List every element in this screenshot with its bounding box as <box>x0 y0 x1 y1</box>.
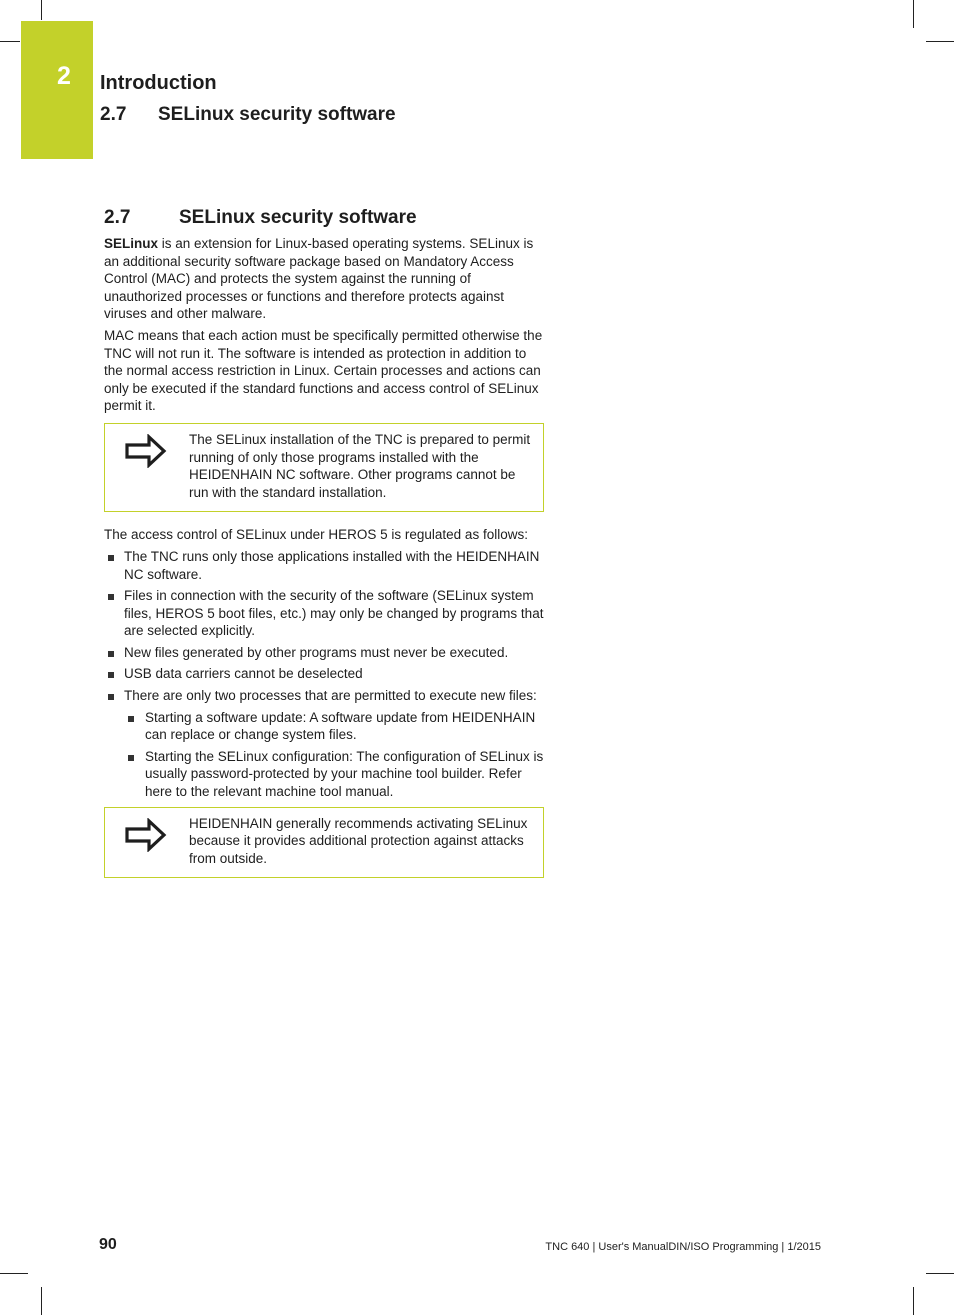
list-item: The TNC runs only those applications installed with the HEIDENHAIN NC software. <box>104 548 544 583</box>
note-text: HEIDENHAIN generally recommends activating SELinux because it provides additional protection against attacks from outside. <box>189 815 528 866</box>
bullet-square-icon <box>108 594 114 600</box>
list-item: Files in connection with the security of the software (SELinux system files, HEROS 5 boot files, etc.) may only be changed by programs that are selected explicitly. <box>104 587 544 640</box>
bullet-square-icon <box>108 651 114 657</box>
crop-mark <box>926 1273 954 1274</box>
sub-list-item: Starting the SELinux configuration: The configuration of SELinux is usually password-protected by your machine tool builder. Refer here to the relevant machine tool manual. <box>124 748 544 801</box>
recommendation-note-box <box>104 807 544 879</box>
chapter-number: 2 <box>57 62 71 90</box>
crop-mark <box>913 1287 914 1315</box>
running-header-chapter: Introduction <box>100 72 217 94</box>
bullet-square-icon <box>108 672 114 678</box>
note-text: The SELinux installation of the TNC is prepared to permit running of only those programs installed with the HEIDENHAIN NC software. Other programs cannot be run with the standard installation. <box>189 431 531 500</box>
note-box <box>104 423 544 512</box>
sub-bullet-list <box>124 709 544 801</box>
bullet-square-icon <box>108 555 114 561</box>
note-icon-cell <box>105 424 188 511</box>
intro-paragraph <box>104 235 544 323</box>
main-content <box>104 205 544 892</box>
crop-mark <box>0 41 20 42</box>
list-item: USB data carriers cannot be deselected <box>104 665 544 683</box>
bullet-list <box>104 548 544 801</box>
section-number: 2.7 <box>104 207 131 228</box>
page-number: 90 <box>99 1236 117 1253</box>
crop-mark <box>41 1287 42 1315</box>
arrow-right-icon <box>125 434 167 468</box>
section-title: SELinux security software <box>179 207 417 228</box>
footer-text: TNC 640 | User's ManualDIN/ISO Programming | 1/2015 <box>545 1241 821 1253</box>
note-icon-cell <box>105 808 188 878</box>
sub-list-item: Starting a software update: A software update from HEIDENHAIN can replace or change system files. <box>124 709 544 744</box>
crop-mark <box>41 0 42 20</box>
access-control-paragraph: The access control of SELinux under HEROS 5 is regulated as follows: <box>104 527 528 543</box>
crop-mark <box>0 1273 28 1274</box>
intro-text: is an extension for Linux-based operating systems. SELinux is an additional security software package based on Mandatory Access Control (MAC) and protects the system against the running of unauthorized processes or functions and therefore protects against viruses and other malware. <box>104 236 534 322</box>
running-header-section <box>100 104 396 126</box>
arrow-right-icon <box>125 818 167 852</box>
intro-bold-term: SELinux <box>104 236 159 251</box>
bullet-square-icon <box>128 716 134 722</box>
bullet-square-icon <box>108 694 114 700</box>
bullet-square-icon <box>128 755 134 761</box>
section-heading <box>104 205 544 231</box>
crop-mark <box>926 41 954 42</box>
crop-mark <box>913 0 914 28</box>
list-item: There are only two processes that are permitted to execute new files: Starting a software update: A software update from HEIDENHAIN can replace or change system files. Starting the SELinux configuration: The configuration of SELinux is usually password-protected by your machine tool builder. Refer here to the relevant machine tool manual. <box>104 687 544 801</box>
mac-paragraph: MAC means that each action must be specifically permitted otherwise the TNC will not run it. The software is intended as protection in addition to the normal access restriction in Linux. Certain processes and actions can only be executed if the standard functions and access control of SELinux permit it. <box>104 327 543 414</box>
running-header-section-number: 2.7 <box>100 104 127 125</box>
list-item: New files generated by other programs must never be executed. <box>104 644 544 662</box>
running-header-section-title: SELinux security software <box>158 104 396 125</box>
